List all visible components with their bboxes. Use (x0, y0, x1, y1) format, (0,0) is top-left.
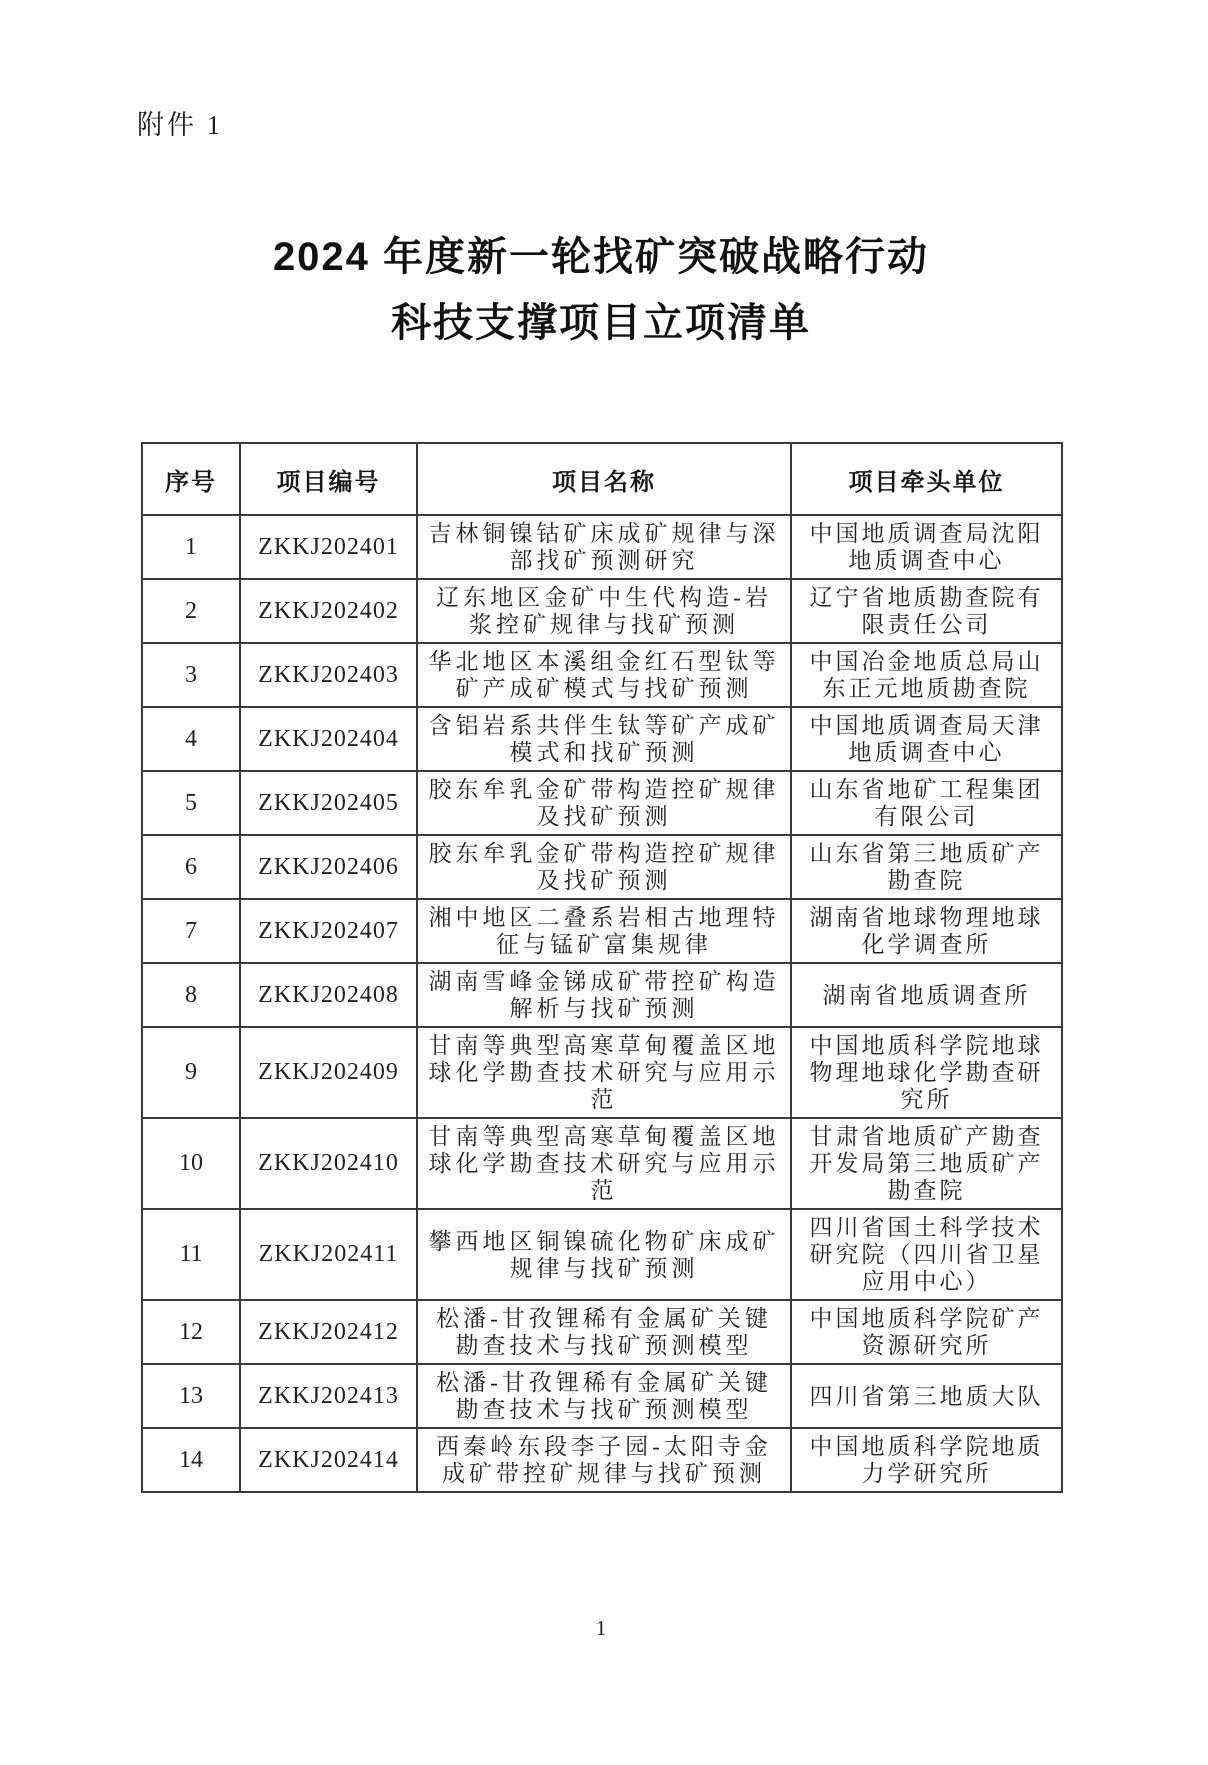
row-number-cell: 2 (142, 579, 240, 643)
lead-unit-cell: 甘肃省地质矿产勘查开发局第三地质矿产勘查院 (791, 1118, 1062, 1209)
row-number-cell: 9 (142, 1027, 240, 1118)
page-number: 1 (595, 1616, 607, 1640)
project-name-cell: 甘南等典型高寒草甸覆盖区地球化学勘查技术研究与应用示范 (417, 1118, 791, 1209)
project-name-cell: 华北地区本溪组金红石型钛等矿产成矿模式与找矿预测 (417, 643, 791, 707)
row-number-cell: 7 (142, 899, 240, 963)
row-number-cell: 3 (142, 643, 240, 707)
project-name-cell: 松潘-甘孜锂稀有金属矿关键勘查技术与找矿预测模型 (417, 1364, 791, 1428)
project-code-cell: ZKKJ202402 (240, 579, 417, 643)
lead-unit-cell: 辽宁省地质勘查院有限责任公司 (791, 579, 1062, 643)
project-code-cell: ZKKJ202411 (240, 1209, 417, 1300)
project-name-cell: 甘南等典型高寒草甸覆盖区地球化学勘查技术研究与应用示范 (417, 1027, 791, 1118)
project-code-cell: ZKKJ202410 (240, 1118, 417, 1209)
lead-unit-cell: 山东省地矿工程集团有限公司 (791, 771, 1062, 835)
project-code-cell: ZKKJ202407 (240, 899, 417, 963)
project-code-cell: ZKKJ202401 (240, 515, 417, 579)
row-number-cell: 14 (142, 1428, 240, 1492)
lead-unit-cell: 中国冶金地质总局山东正元地质勘查院 (791, 643, 1062, 707)
row-number-cell: 11 (142, 1209, 240, 1300)
project-name-cell: 吉林铜镍钴矿床成矿规律与深部找矿预测研究 (417, 515, 791, 579)
project-name-cell: 胶东牟乳金矿带构造控矿规律及找矿预测 (417, 771, 791, 835)
row-number-cell: 12 (142, 1300, 240, 1364)
header-cell-project-code: 项目编号 (240, 443, 417, 515)
lead-unit-cell: 中国地质调查局天津地质调查中心 (791, 707, 1062, 771)
header-cell-project-name: 项目名称 (417, 443, 791, 515)
project-code-cell: ZKKJ202408 (240, 963, 417, 1027)
project-code-cell: ZKKJ202413 (240, 1364, 417, 1428)
table-header-row (142, 443, 1062, 515)
row-number-cell: 13 (142, 1364, 240, 1428)
lead-unit-cell: 中国地质科学院地球物理地球化学勘查研究所 (791, 1027, 1062, 1118)
table-row (142, 643, 1062, 707)
table-row (142, 771, 1062, 835)
table-row (142, 835, 1062, 899)
row-number-cell: 5 (142, 771, 240, 835)
project-code-cell: ZKKJ202414 (240, 1428, 417, 1492)
project-name-cell: 攀西地区铜镍硫化物矿床成矿规律与找矿预测 (417, 1209, 791, 1300)
project-name-cell: 松潘-甘孜锂稀有金属矿关键勘查技术与找矿预测模型 (417, 1300, 791, 1364)
table-header (142, 443, 1062, 515)
table-row (142, 899, 1062, 963)
project-code-cell: ZKKJ202404 (240, 707, 417, 771)
table-row (142, 1364, 1062, 1428)
row-number-cell: 1 (142, 515, 240, 579)
project-code-cell: ZKKJ202406 (240, 835, 417, 899)
table-row (142, 1428, 1062, 1492)
row-number-cell: 6 (142, 835, 240, 899)
attachment-label: 附件 1 (137, 110, 224, 140)
document-page (137, 0, 1061, 1493)
project-table (141, 442, 1063, 1493)
row-number-cell: 8 (142, 963, 240, 1027)
project-code-cell: ZKKJ202409 (240, 1027, 417, 1118)
project-code-cell: ZKKJ202405 (240, 771, 417, 835)
row-number-cell: 10 (142, 1118, 240, 1209)
table-row (142, 515, 1062, 579)
lead-unit-cell: 中国地质调查局沈阳地质调查中心 (791, 515, 1062, 579)
lead-unit-cell: 湖南省地质调查所 (791, 963, 1062, 1027)
project-name-cell: 辽东地区金矿中生代构造-岩浆控矿规律与找矿预测 (417, 579, 791, 643)
project-name-cell: 湘中地区二叠系岩相古地理特征与锰矿富集规律 (417, 899, 791, 963)
document-title (141, 224, 1061, 356)
project-name-cell: 湖南雪峰金锑成矿带控矿构造解析与找矿预测 (417, 963, 791, 1027)
project-name-cell: 西秦岭东段李子园-太阳寺金成矿带控矿规律与找矿预测 (417, 1428, 791, 1492)
header-cell-serial-number: 序号 (142, 443, 240, 515)
table-row (142, 1209, 1062, 1300)
project-code-cell: ZKKJ202403 (240, 643, 417, 707)
project-name-cell: 胶东牟乳金矿带构造控矿规律及找矿预测 (417, 835, 791, 899)
table-body (142, 515, 1062, 1492)
table-row (142, 579, 1062, 643)
document-title-line-2: 科技支撑项目立项清单 (391, 301, 811, 345)
header-cell-lead-unit: 项目牵头单位 (791, 443, 1062, 515)
project-code-cell: ZKKJ202412 (240, 1300, 417, 1364)
lead-unit-cell: 四川省国土科学技术研究院（四川省卫星应用中心） (791, 1209, 1062, 1300)
lead-unit-cell: 湖南省地球物理地球化学调查所 (791, 899, 1062, 963)
row-number-cell: 4 (142, 707, 240, 771)
project-name-cell: 含铝岩系共伴生钛等矿产成矿模式和找矿预测 (417, 707, 791, 771)
lead-unit-cell: 中国地质科学院地质力学研究所 (791, 1428, 1062, 1492)
table-row (142, 963, 1062, 1027)
table-row (142, 1300, 1062, 1364)
lead-unit-cell: 四川省第三地质大队 (791, 1364, 1062, 1428)
document-title-line-1: 2024 年度新一轮找矿突破战略行动 (272, 235, 930, 279)
table-row (142, 1118, 1062, 1209)
lead-unit-cell: 山东省第三地质矿产勘查院 (791, 835, 1062, 899)
lead-unit-cell: 中国地质科学院矿产资源研究所 (791, 1300, 1062, 1364)
table-row (142, 707, 1062, 771)
table-row (142, 1027, 1062, 1118)
